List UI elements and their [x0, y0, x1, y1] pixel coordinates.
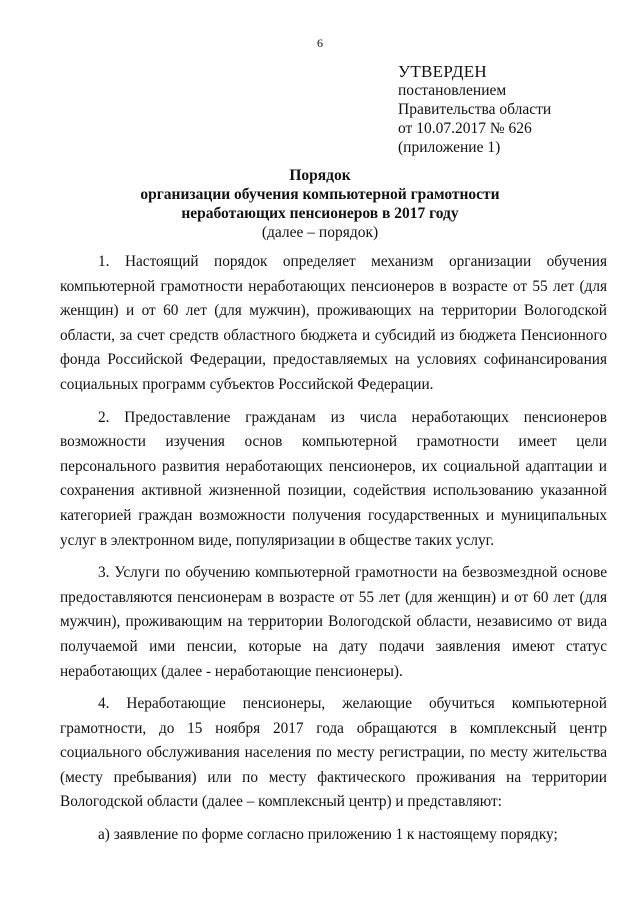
paragraph-1: 1. Настоящий порядок определяет механизм организации обучения компьютерной грамотности неработающих пенсионеров в возрасте от 55 лет (для женщин) и от 60 лет (для мужчин), проживающих на территории Вологодской области, за счет средств областного бюджета и субсидий из бюджета Пенсионного фонда Российской Федерации, предоставляемых на условиях софинансирования социальных программ субъектов Российской Федерации. [60, 253, 607, 393]
paragraph-2: 2. Предоставление гражданам из числа неработающих пенсионеров возможности изучения основ компьютерной грамотности имеет цели персонального развития неработающих пенсионеров, их социальной адаптации и сохранения активной жизненной позиции, содействия использованию указанной категорией граждан возможности получения государственных и муниципальных услуг в электронном виде, популяризации в обществе таких услуг. [60, 408, 607, 549]
document-title: Порядок [289, 167, 351, 184]
paragraph-4: 4. Неработающие пенсионеры, желающие обучиться компьютерной грамотности, до 15 ноября 2017 года обращаются в комплексный центр социального обслуживания населения по месту регистрации, по месту жительства (месту пребывания) или по месту фактического проживания на территории Вологодской области (далее – комплексный центр) и представляют: [60, 695, 607, 811]
document-subtitle-line-2: неработающих пенсионеров в 2017 году [181, 205, 459, 222]
document-subtitle-line-1: организации обучения компьютерной грамотности [140, 186, 500, 203]
document-body [60, 250, 607, 848]
paragraph-4a: а) заявление по форме согласно приложению 1 к настоящему порядку; [98, 826, 558, 844]
approval-line-2: Правительства области [398, 101, 552, 118]
document-title-block [60, 166, 580, 242]
paragraph-3: 3. Услуги по обучению компьютерной грамотности на безвозмездной основе предоставляются пенсионерам в возрасте от 55 лет (для женщин) и от 60 лет (для мужчин), проживающим на территории Вологодской области, независимо от вида получаемой ими пенсии, которые на дату подачи заявления имеют статус неработающих (далее - неработающие пенсионеры). [60, 564, 607, 680]
page-number: 6 [317, 36, 323, 50]
approval-stamp-block [398, 62, 551, 157]
approval-title: УТВЕРДЕН [398, 62, 487, 81]
document-subtitle-note: (далее – порядок) [261, 224, 379, 241]
approval-line-3: от 10.07.2017 № 626 [398, 120, 532, 137]
approval-line-4: (приложение 1) [398, 139, 501, 156]
approval-line-1: постановлением [398, 82, 507, 99]
